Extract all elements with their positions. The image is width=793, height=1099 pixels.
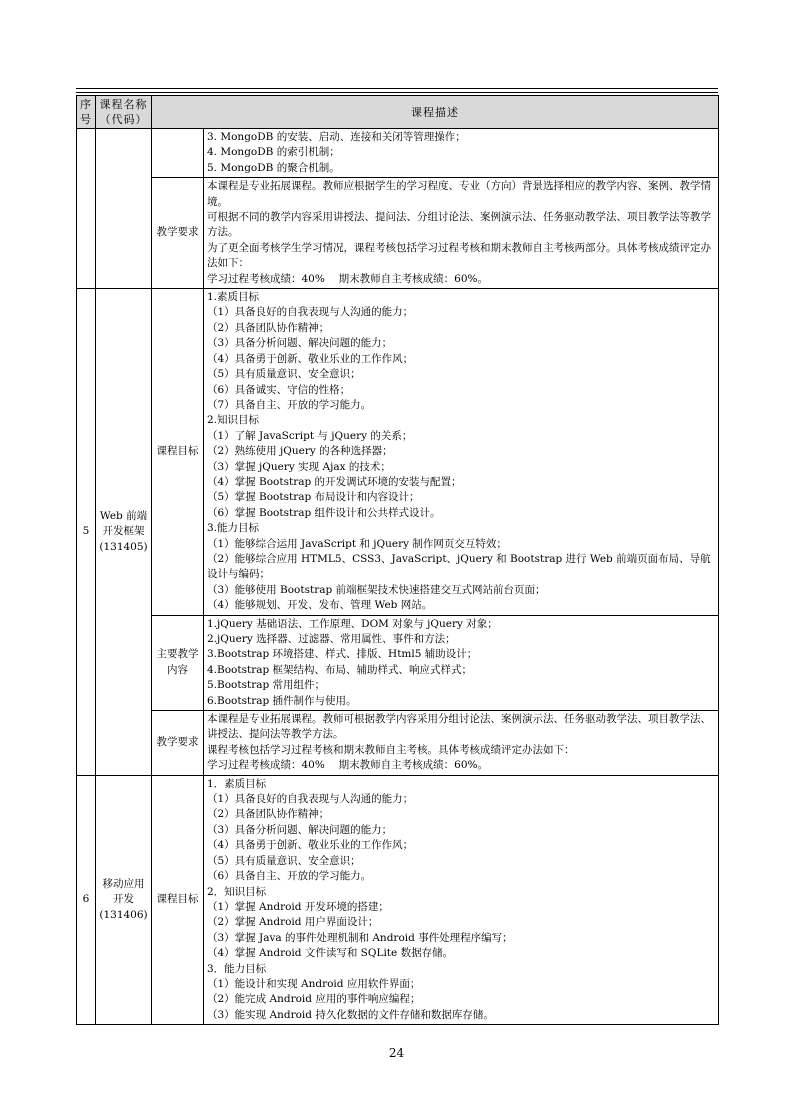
table-row (77, 615, 719, 710)
course-name: Web 前端 (99, 509, 148, 522)
list-item: （3）掌握 Java 的事件处理机制和 Android 事件处理程序编写； (207, 931, 513, 944)
list-item: 可根据不同的教学内容采用讲授法、提问法、分组讨论法、案例演示法、任务驱动教学法、项目教学法等教学方法。 (207, 211, 711, 239)
list-item: 3.Bootstrap 环境搭建、样式、排版、Html5 辅助设计； (207, 648, 478, 661)
list-item: 1．素质目标 (207, 777, 267, 790)
list-item: （3）具备分析问题、解决问题的能力； (207, 823, 393, 836)
list-item: （5）具有质量意识、安全意识； (207, 854, 361, 867)
list-item: （1）掌握 Android 开发环境的搭建； (207, 900, 389, 913)
list-item: （2）能够综合应用 HTML5、CSS3、JavaScript、jQuery 和 Bootstrap 进行 Web 前端页面布局、导航设计与编码； (207, 552, 711, 581)
list-item: （6）掌握 Bootstrap 组件设计和公共样式设计。 (207, 506, 441, 519)
list-item: （4）能够规划、开发、发布、管理 Web 网站。 (207, 599, 433, 612)
list-item: （2）具备团队协作精神； (207, 321, 330, 334)
list-item: 本课程是专业拓展课程。教师应根据学生的学习程度、专业（方向）背景选择相应的教学内容、案例、教学情境。 (207, 180, 711, 208)
list-item: 4.Bootstrap 框架结构、布局、辅助样式、响应式样式； (207, 663, 473, 676)
section-label-line: 主要教学 (156, 648, 199, 661)
list-item: （1）能设计和实现 Android 应用软件界面； (207, 977, 421, 990)
list-item: 4. MongoDB 的索引机制； (207, 146, 340, 159)
page-number: 24 (388, 1046, 405, 1060)
list-item: （5）掌握 Bootstrap 布局设计和内容设计； (207, 491, 420, 504)
course-goals-cell (204, 775, 719, 1025)
main-content-cell (204, 615, 719, 710)
list-item: （3）掌握 jQuery 实现 Ajax 的技术； (207, 460, 391, 473)
list-item: 3. MongoDB 的安装、启动、连接和关闭等管理操作； (207, 131, 466, 143)
list-item: 3．能力目标 (207, 962, 267, 975)
list-item: 课程考核包括学习过程考核和期末教师自主考核。具体考核成绩评定办法如下： (207, 743, 575, 756)
course-code: (131405) (99, 540, 148, 553)
list-item: （7）具备自主、开放的学习能力。 (207, 398, 372, 411)
seq-cell: 6 (77, 775, 96, 1025)
list-item: （1）具备良好的自我表现与人沟通的能力； (207, 793, 414, 806)
course-table (76, 95, 719, 1025)
list-item: （2）能完成 Android 应用的事件响应编程； (207, 993, 421, 1006)
list-item: 学习过程考核成绩：40% 期末教师自主考核成绩：60%。 (207, 272, 489, 285)
list-item: （4）掌握 Bootstrap 的开发调试环境的安装与配置； (207, 475, 462, 488)
section-label-course-goals: 课程目标 (152, 289, 204, 616)
list-item: （5）具有质量意识、安全意识； (207, 368, 361, 381)
list-item: 2.知识目标 (207, 414, 260, 427)
table-row (77, 178, 719, 289)
section-label-line: 内容 (167, 663, 188, 676)
list-item: （1）能够综合运用 JavaScript 和 jQuery 制作网页交互特效； (207, 537, 507, 550)
list-item: （4）具备勇于创新、敬业乐业的工作作风； (207, 839, 414, 852)
header-rule-bottom (76, 92, 718, 93)
list-item: 6.Bootstrap 插件制作与使用。 (207, 694, 357, 707)
course-name-cell-continued (96, 129, 152, 289)
section-cell-continued (152, 129, 204, 178)
list-item: 本课程是专业拓展课程。教师可根据教学内容采用分组讨论法、案例演示法、任务驱动教学法、项目教学法、讲授法、提问法等教学方法。 (207, 713, 711, 741)
table-row (77, 775, 719, 1025)
list-item: 2.jQuery 选择器、过滤器、常用属性、事件和方法； (207, 633, 456, 645)
course-goals-cell (204, 289, 719, 616)
list-item: （3）能够使用 Bootstrap 前端框架技术快速搭建交互式网站前台页面； (207, 583, 546, 596)
course-name: 移动应用 (102, 877, 145, 890)
list-item: （4）掌握 Android 文件读写和 SQLite 数据存储。 (207, 947, 454, 960)
list-item: （4）具备勇于创新、敬业乐业的工作作风； (207, 352, 414, 365)
mongodb-requirements-cell (204, 178, 719, 289)
list-item: （1）具备良好的自我表现与人沟通的能力； (207, 306, 414, 319)
header-rule-top (76, 88, 718, 89)
teaching-requirements-cell (204, 711, 719, 776)
section-label-course-goals: 课程目标 (152, 775, 204, 1025)
list-item: （2）掌握 Android 用户界面设计； (207, 916, 379, 929)
course-name-header: 课程名称（代码） (96, 96, 152, 129)
course-name-cell (96, 775, 152, 1025)
course-code: (131406) (99, 908, 148, 921)
mongodb-content-cell (204, 129, 719, 178)
list-item: 学习过程考核成绩：40% 期末教师自主考核成绩：60%。 (207, 759, 489, 772)
seq-cell: 5 (77, 289, 96, 776)
course-description-header: 课程描述 (152, 96, 719, 129)
table-header-row (77, 96, 719, 129)
list-item: 3.能力目标 (207, 522, 260, 535)
section-label-teaching-requirements: 教学要求 (152, 711, 204, 776)
list-item: 5. MongoDB 的聚合机制。 (207, 161, 340, 174)
course-name-cell (96, 289, 152, 776)
list-item: （2）具备团队协作精神； (207, 808, 330, 821)
list-item: （3）能实现 Android 持久化数据的文件存储和数据库存储。 (207, 1008, 494, 1021)
section-label-main-content (152, 615, 204, 710)
table-row (77, 129, 719, 178)
list-item: （6）具备自主、开放的学习能力。 (207, 870, 372, 883)
seq-cell-continued (77, 129, 96, 289)
course-name: 开发 (113, 893, 134, 906)
list-item: （3）具备分析问题、解决问题的能力； (207, 337, 393, 350)
list-item: 1.素质目标 (207, 291, 260, 304)
list-item: 5.Bootstrap 常用组件； (207, 679, 326, 692)
list-item: （1）了解 JavaScript 与 jQuery 的关系； (207, 429, 413, 442)
list-item: 1.jQuery 基础语法、工作原理、DOM 对象与 jQuery 对象； (207, 617, 498, 630)
seq-header: 序号 (77, 96, 96, 129)
table-row (77, 711, 719, 776)
section-label-teaching-requirements: 教学要求 (152, 178, 204, 289)
table-row (77, 289, 719, 616)
course-name: 开发框架 (102, 525, 145, 538)
list-item: （2）熟练使用 jQuery 的各种选择器； (207, 445, 393, 458)
list-item: 为了更全面考核学生学习情况，课程考核包括学习过程考核和期末教师自主考核两部分。具体考核成绩评定办法如下： (207, 241, 711, 270)
list-item: （6）具备诚实、守信的性格； (207, 383, 351, 396)
list-item: 2．知识目标 (207, 885, 267, 898)
